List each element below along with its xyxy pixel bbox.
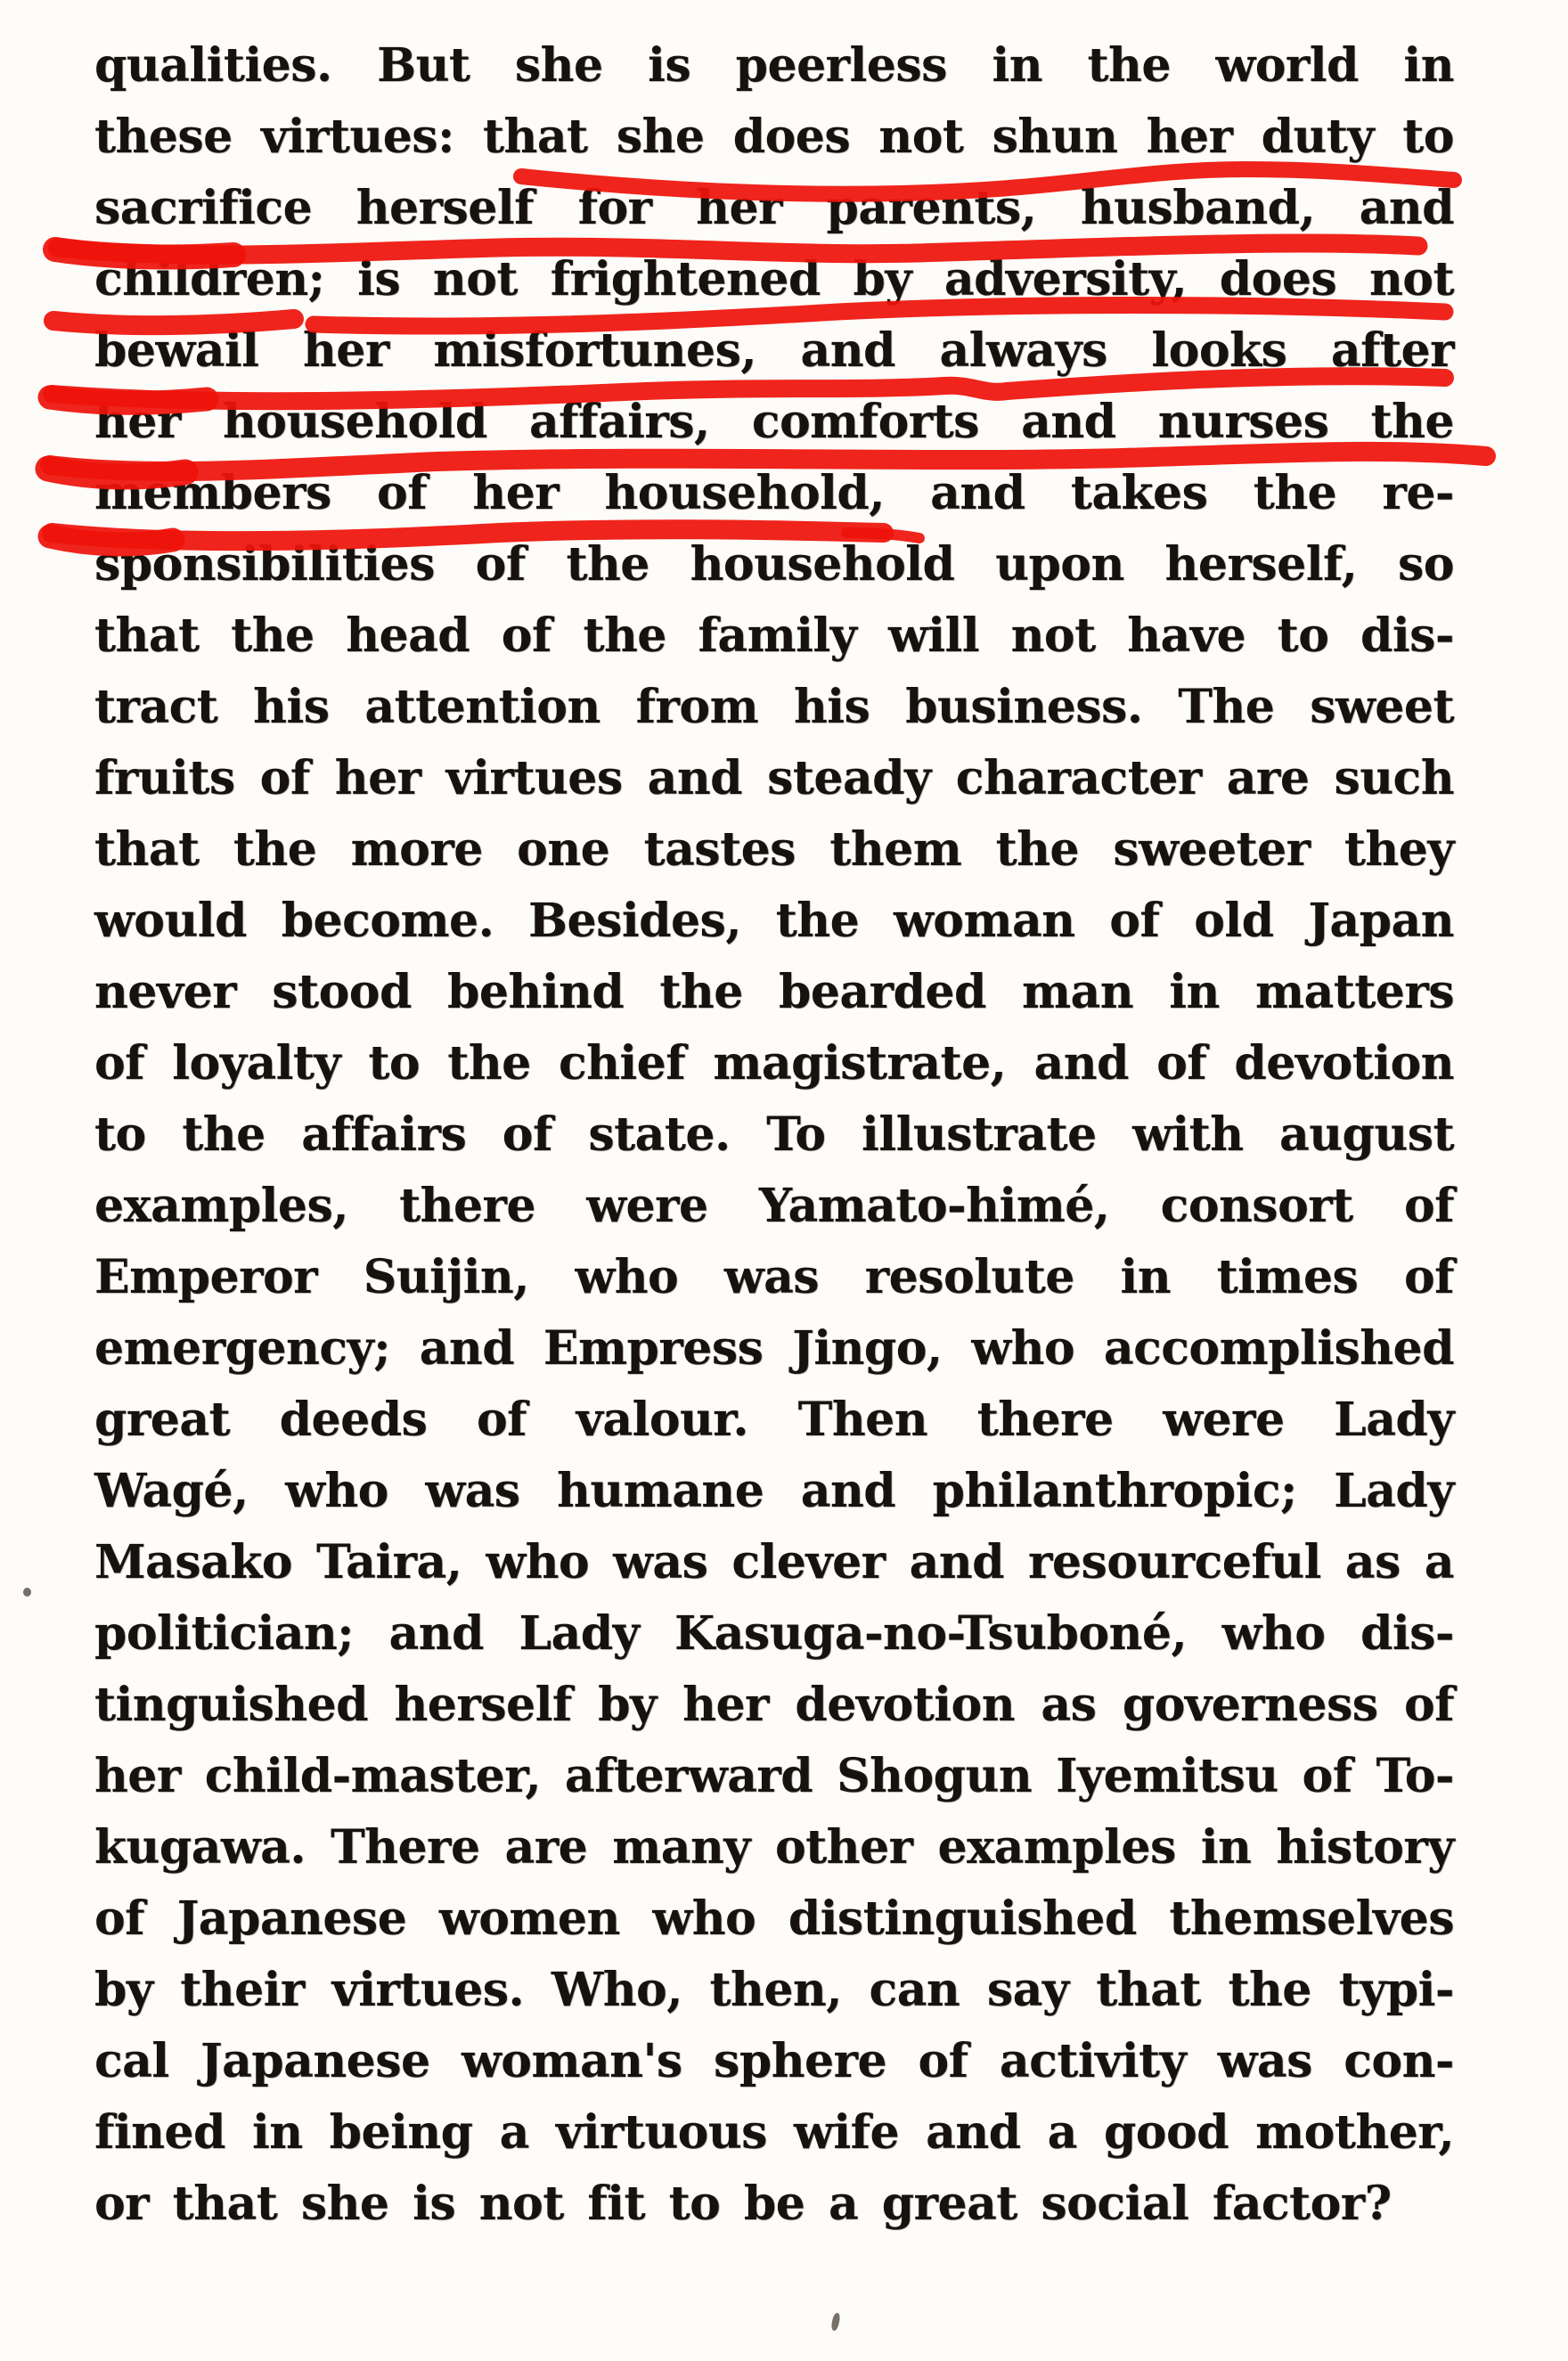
text-line: sacrifice herself for her parents, husband, and <box>94 181 1454 235</box>
text-line: great deeds of valour. Then there were Lady <box>94 1393 1454 1447</box>
text-line: these virtues: that she does not shun her duty to <box>94 110 1454 164</box>
text-line: politician; and Lady Kasuga-no-Tsuboné, who dis- <box>94 1606 1454 1661</box>
text-line: Emperor Suijin, who was resolute in times of <box>94 1250 1454 1304</box>
text-block <box>94 30 1454 2240</box>
text-line: Masako Taira, who was clever and resourceful as a <box>94 1535 1454 1589</box>
text-line: qualities. But she is peerless in the world in <box>94 38 1454 93</box>
text-line: members of her household, and takes the re- <box>94 466 1454 520</box>
scan-speck <box>23 1588 31 1597</box>
text-line: that the head of the family will not have to dis- <box>94 609 1454 663</box>
text-line: that the more one tastes them the sweeter they <box>94 822 1454 877</box>
text-line: cal Japanese woman's sphere of activity was con- <box>94 2034 1454 2088</box>
text-line: her child-master, afterward Shogun Iyemitsu of To- <box>94 1749 1454 1803</box>
text-line: Wagé, who was humane and philanthropic; Lady <box>94 1464 1454 1518</box>
text-line: tract his attention from his business. The sweet <box>94 680 1454 734</box>
text-line: tinguished herself by her devotion as governess of <box>94 1678 1454 1732</box>
text-line: to the affairs of state. To illustrate with august <box>94 1107 1454 1162</box>
text-line: fruits of her virtues and steady character are such <box>94 751 1454 805</box>
text-line: never stood behind the bearded man in matters <box>94 965 1454 1019</box>
text-line: would become. Besides, the woman of old Japan <box>94 894 1454 948</box>
text-line: her household affairs, comforts and nurses the <box>94 395 1454 449</box>
text-line: or that she is not fit to be a great social factor? <box>94 2177 1392 2231</box>
text-line: examples, there were Yamato-himé, consort of <box>94 1179 1454 1233</box>
scan-speck <box>830 2312 841 2331</box>
text-line: kugawa. There are many other examples in history <box>94 1820 1454 1875</box>
text-line: emergency; and Empress Jingo, who accomplished <box>94 1321 1454 1376</box>
text-line: sponsibilities of the household upon herself, so <box>94 537 1454 592</box>
text-line: of loyalty to the chief magistrate, and of devotion <box>94 1036 1454 1091</box>
text-line: fined in being a virtuous wife and a good mother, <box>94 2105 1454 2160</box>
text-line: of Japanese women who distinguished themselves <box>94 1891 1454 1946</box>
text-line: bewail her misfortunes, and always looks after <box>94 323 1454 378</box>
text-line: by their virtues. Who, then, can say that the typi- <box>94 1963 1454 2017</box>
text-line: children; is not frightened by adversity, does not <box>94 252 1454 306</box>
